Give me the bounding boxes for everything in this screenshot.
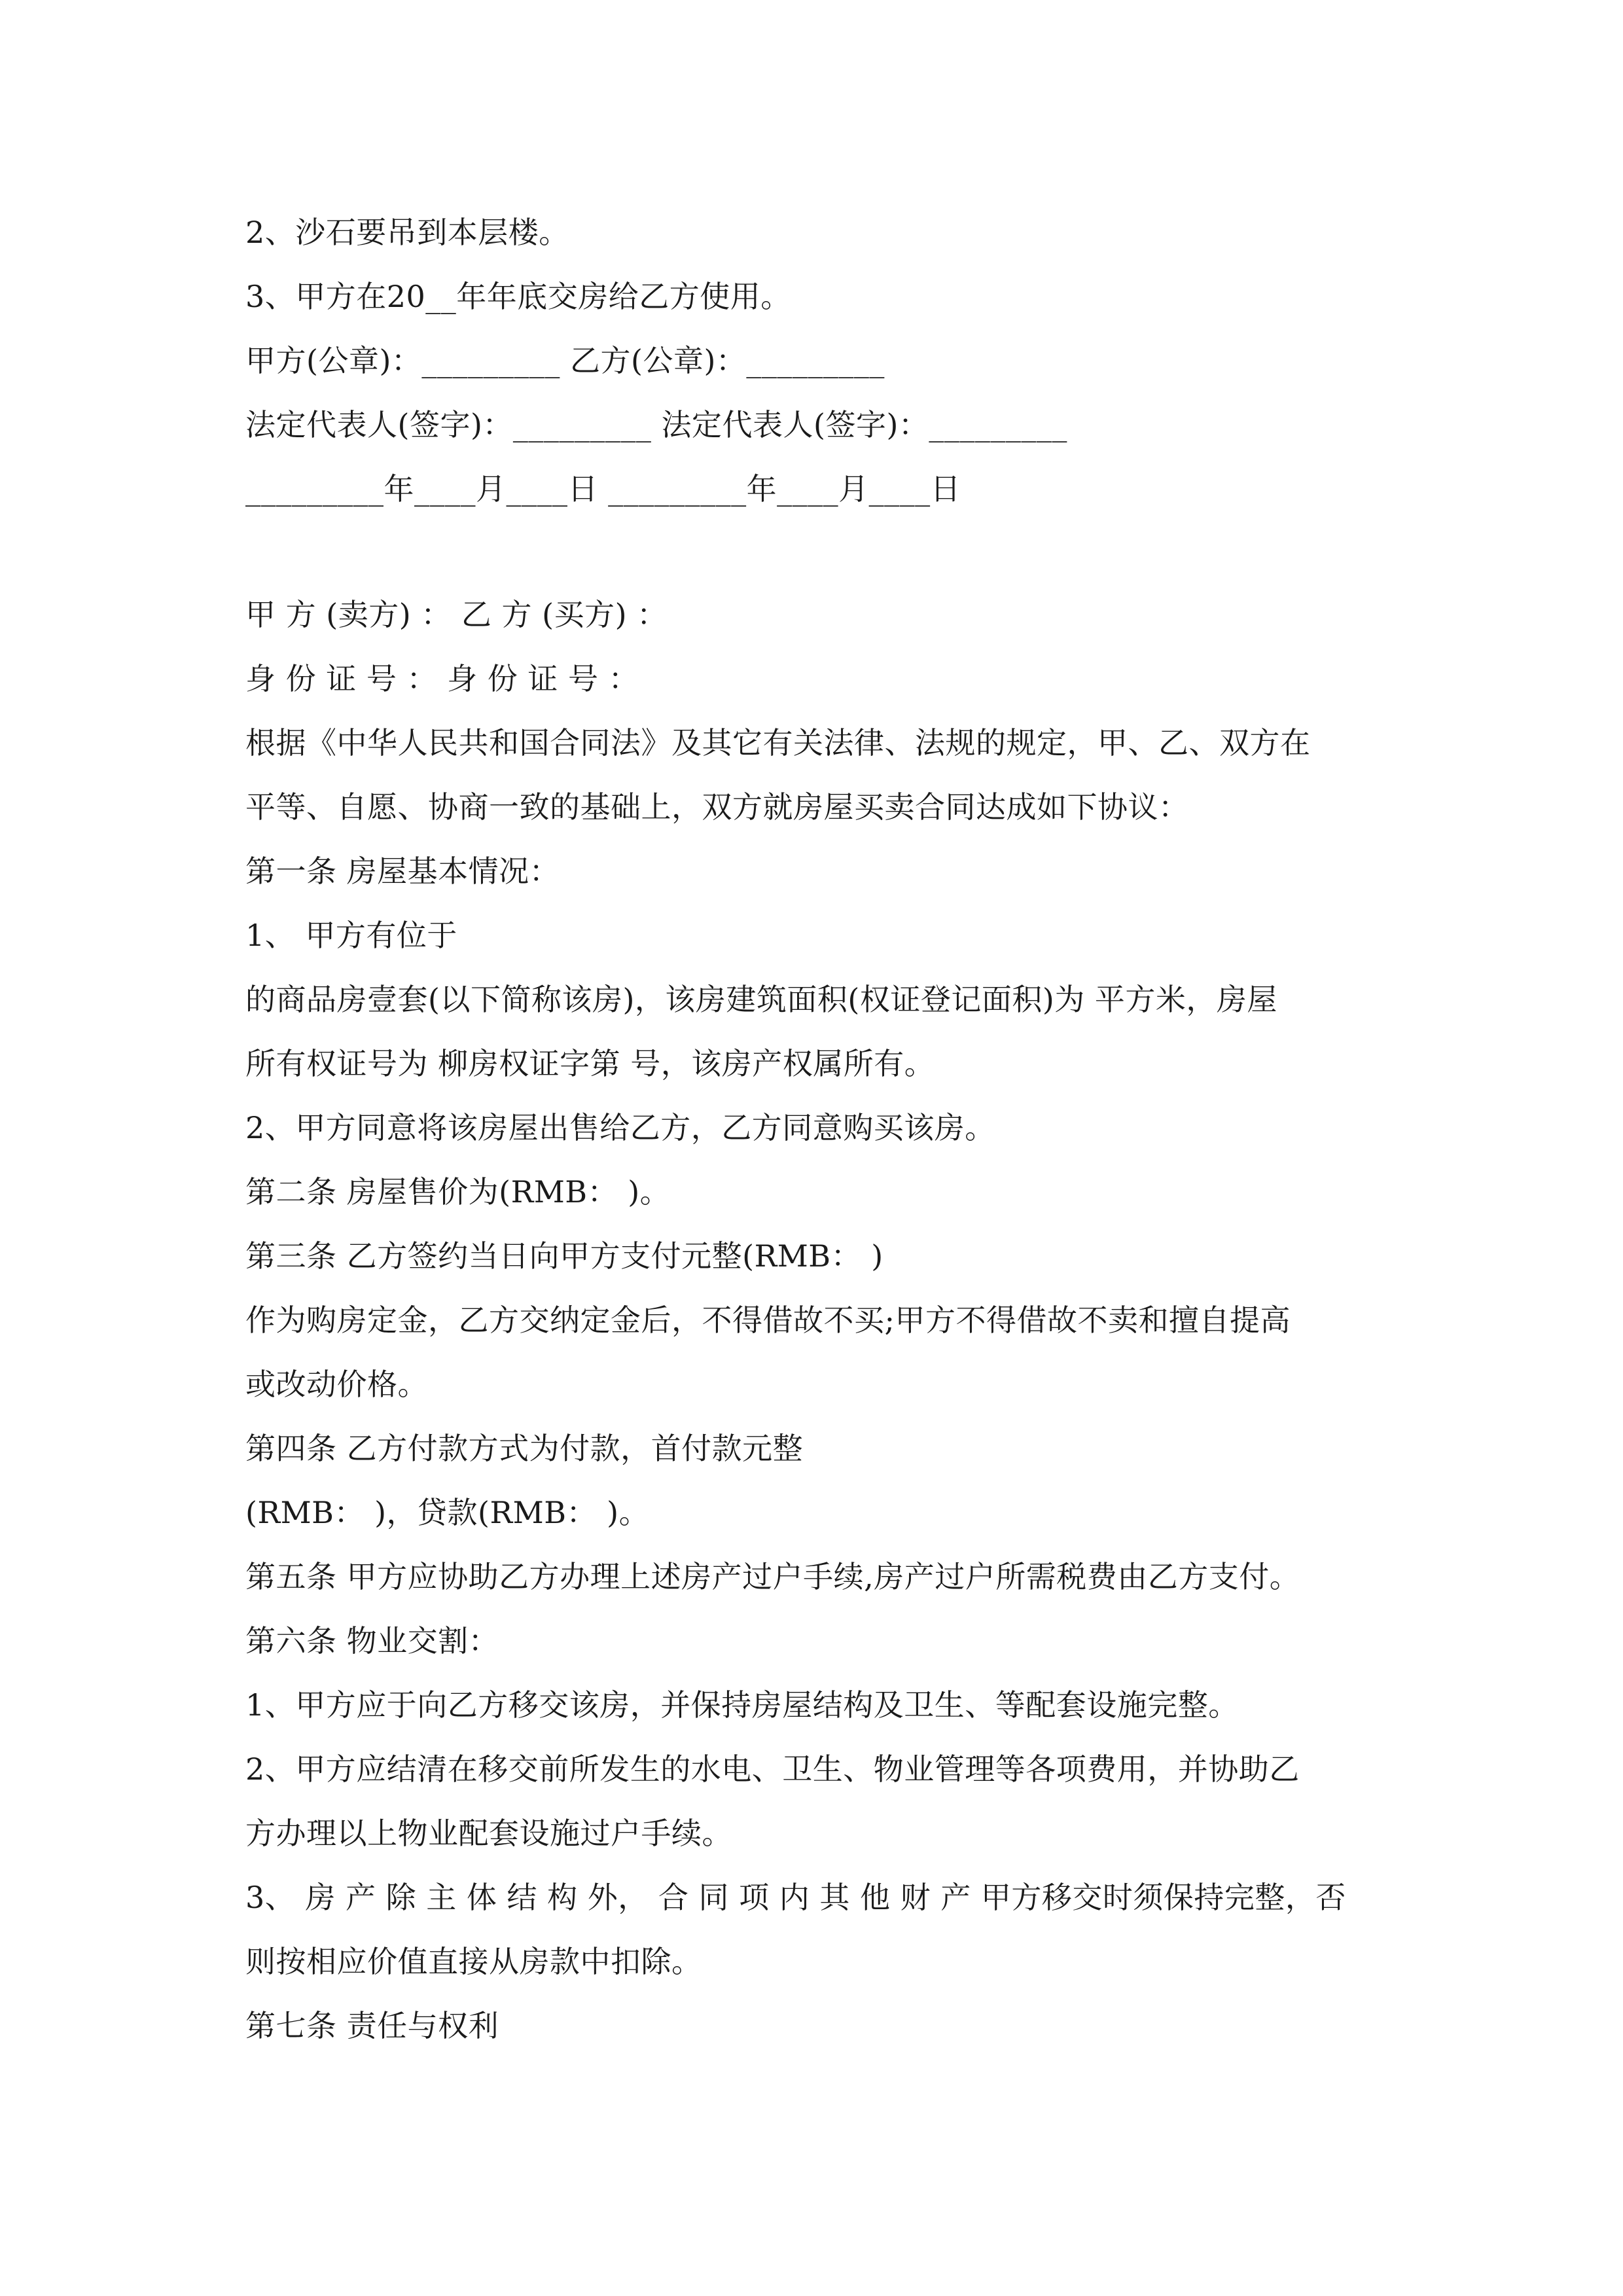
article-3-cont-2: 或改动价格。 xyxy=(245,1367,428,1402)
article-3-cont-1: 作为购房定金，乙方交纳定金后，不得借故不买;甲方不得借故不卖和擅自提高 xyxy=(245,1302,1291,1338)
article-4: 第四条 乙方付款方式为付款，首付款元整 xyxy=(245,1431,804,1466)
article-1-item-2: 2、甲方同意将该房屋出售给乙方，乙方同意购买该房。 xyxy=(245,1110,995,1145)
parties-line: 甲 方 (卖方) ： 乙 方 (买方) ： xyxy=(245,597,668,632)
intro-paragraph-line-2: 平等、自愿、协商一致的基础上，双方就房屋买卖合同达成如下协议： xyxy=(245,789,1189,825)
article-5: 第五条 甲方应协助乙方办理上述房产过户手续,房产过户所需税费由乙方支付。 xyxy=(245,1559,1300,1594)
article-2: 第二条 房屋售价为(RMB： )。 xyxy=(245,1174,671,1210)
article-6-item-3: 3、 房 产 除 主 体 结 构 外， 合 同 项 内 其 他 财 产 甲方移交时须保持完整，否 xyxy=(245,1880,1346,1915)
clause-sand-lifting: 2、沙石要吊到本层楼。 xyxy=(245,215,569,250)
date-line: _________年____月____日 _________年____月____日 xyxy=(245,471,961,507)
intro-paragraph-line-1: 根据《中华人民共和国合同法》及其它有关法律、法规的规定，甲、乙、双方在 xyxy=(245,725,1311,761)
article-3: 第三条 乙方签约当日向甲方支付元整(RMB： ) xyxy=(245,1238,883,1274)
article-6-item-1: 1、甲方应于向乙方移交该房，并保持房屋结构及卫生、等配套设施完整。 xyxy=(245,1687,1239,1723)
article-1-item-1-cont-1: 的商品房壹套(以下简称该房)，该房建筑面积(权证登记面积)为 平方米，房屋 xyxy=(245,982,1277,1017)
article-1-item-1-cont-2: 所有权证号为 柳房权证字第 号，该房产权属所有。 xyxy=(245,1046,935,1081)
article-1-title: 第一条 房屋基本情况： xyxy=(245,853,560,889)
article-1-item-1: 1、 甲方有位于 xyxy=(245,918,457,953)
contract-ending-section xyxy=(245,200,1397,521)
article-6-item-2: 2、甲方应结清在移交前所发生的水电、卫生、物业管理等各项费用，并协助乙 xyxy=(245,1751,1300,1787)
article-6-item-3-cont: 则按相应价值直接从房款中扣除。 xyxy=(245,1944,702,1979)
article-6-title: 第六条 物业交割： xyxy=(245,1623,499,1659)
article-6-item-2-cont: 方办理以上物业配套设施过户手续。 xyxy=(245,1816,732,1851)
house-sale-contract-section xyxy=(245,583,1397,2058)
id-number-line: 身 份 证 号 ： 身 份 证 号 ： xyxy=(245,661,639,696)
article-4-cont: (RMB： )，贷款(RMB： )。 xyxy=(245,1495,650,1530)
article-7-title: 第七条 责任与权利 xyxy=(245,2008,499,2043)
clause-handover-date: 3、甲方在20__年年底交房给乙方使用。 xyxy=(245,279,791,314)
signature-line: 法定代表人(签字)：_________ 法定代表人(签字)：_________ xyxy=(245,407,1067,442)
seal-line: 甲方(公章)：_________ 乙方(公章)：_________ xyxy=(245,343,885,378)
